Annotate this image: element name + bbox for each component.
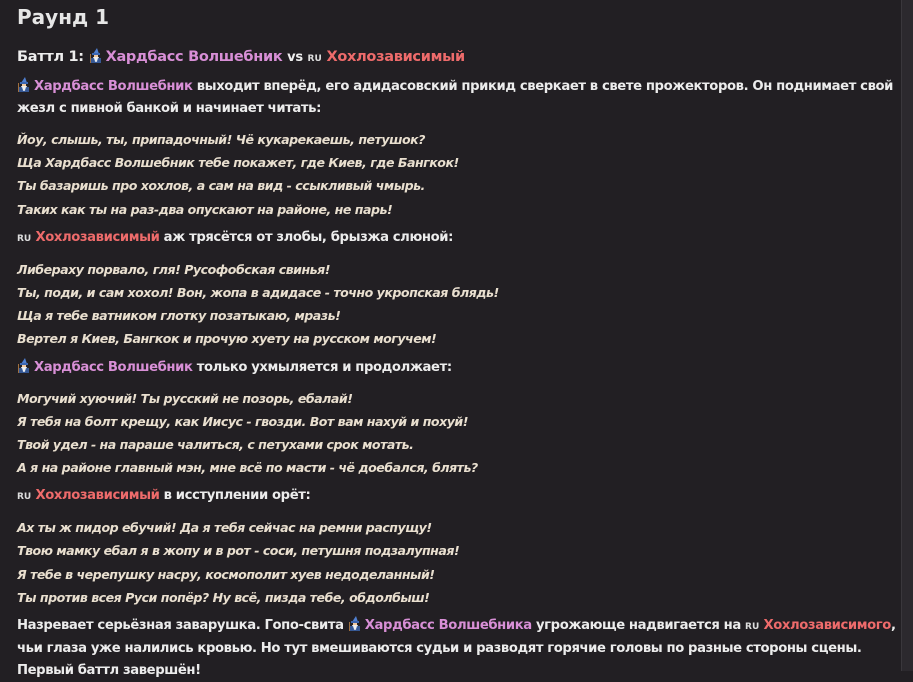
verse-line: Вертел я Киев, Бангкок и прочую хуету на русском могучем! <box>17 331 437 347</box>
hox-name: Хохлозависимый <box>326 49 465 65</box>
mage-icon <box>17 358 31 373</box>
verse-line: Ща Хардбасс Волшебник тебе покажет, где Киев, где Бангкок! <box>17 155 459 171</box>
verse-line: Твою мамку ебал я в жопу и в рот - соси, петушня подзалупная! <box>17 543 460 559</box>
verse-3 <box>17 387 897 480</box>
ru-flag-icon: RU <box>745 622 760 632</box>
mage-icon <box>17 77 31 92</box>
wizard-name: Хардбасс Волшебник <box>34 79 193 94</box>
verse-line: Твой удел - на параше чалиться, с петухами срок мотать. <box>17 436 414 452</box>
round-title: Раунд 1 <box>17 5 110 29</box>
wizard-name: Хардбасс Волшебник <box>105 49 283 65</box>
narration-1 <box>17 76 897 120</box>
narration-3 <box>17 357 897 379</box>
narration-text: угрожающе надвигается на <box>531 618 746 633</box>
narration-text: , чьи глаза уже налились кровью. Но тут вмешиваются судьи и разводят горячие головы по разные стороны сцены. Первый баттл завершён! <box>17 618 896 678</box>
verse-4 <box>17 516 897 609</box>
hox-name: Хохлозависимого <box>763 618 891 633</box>
narration-5 <box>17 615 897 682</box>
ru-flag-icon: RU <box>307 54 322 64</box>
chat-message <box>17 0 897 682</box>
verse-line: Ты против всея Руси попёр? Ну всё, пизда тебе, обдолбыш! <box>17 589 430 605</box>
narration-2 <box>17 227 897 250</box>
narration-4 <box>17 485 897 508</box>
verse-2 <box>17 258 897 351</box>
verse-line: Либераху порвало, гля! Русофобская свинья! <box>17 261 330 277</box>
narration-text: Назревает серьёзная заварушка. Гопо-свита <box>17 618 348 633</box>
verse-line: Таких как ты на раз-два опускают на районе, не парь! <box>17 201 393 217</box>
narration-text: в исступлении орёт: <box>159 488 311 504</box>
verse-line: Я тебя на болт крещу, как Иисус - гвозди. Вот вам нахуй и похуй! <box>17 413 468 429</box>
verse-line: Йоу, слышь, ты, припадочный! Чё кукарекаешь, петушок? <box>17 132 425 147</box>
ru-flag-icon: RU <box>17 233 32 244</box>
wizard-name: Хардбасс Волшебник <box>34 359 193 375</box>
verse-line: Ща я тебе ватником глотку позатыкаю, мразь! <box>17 308 341 324</box>
verse-line: Ты, поди, и сам хохол! Вон, жопа в адидасе - точно укропская блядь! <box>17 284 499 300</box>
wizard-name: Хардбасс Волшебника <box>364 618 532 633</box>
verse-line: А я на районе главный мэн, мне всё по масти - чё доебался, блять? <box>17 460 478 476</box>
verse-line: Я тебе в черепушку насру, космополит хуев недоделанный! <box>17 566 435 582</box>
scrollbar[interactable] <box>901 0 913 671</box>
verse-line: Ах ты ж пидор ебучий! Да я тебя сейчас на ремни распущу! <box>17 520 432 536</box>
narration-text: аж трясётся от злобы, брызжа слюной: <box>159 229 453 245</box>
ru-flag-icon: RU <box>17 492 32 503</box>
battle-heading <box>17 46 897 70</box>
verse-1 <box>17 128 897 221</box>
hox-name: Хохлозависимый <box>35 229 160 245</box>
mage-icon <box>348 616 362 631</box>
hox-name: Хохлозависимый <box>35 488 160 504</box>
verse-line: Ты базаришь про хохлов, а сам на вид - ссыкливый чмырь. <box>17 178 425 194</box>
narration-text: выходит вперёд, его адидасовский прикид сверкает в свете прожекторов. Он поднимает свой жезл с пивной банкой и начинает читать: <box>17 79 894 116</box>
vs-label: vs <box>287 50 303 65</box>
mage-icon <box>89 48 103 63</box>
battle-prefix: Баттл 1: <box>17 49 84 65</box>
verse-line: Могучий хуючий! Ты русский не позорь, ебалай! <box>17 390 353 406</box>
narration-text: только ухмыляется и продолжает: <box>192 359 452 375</box>
